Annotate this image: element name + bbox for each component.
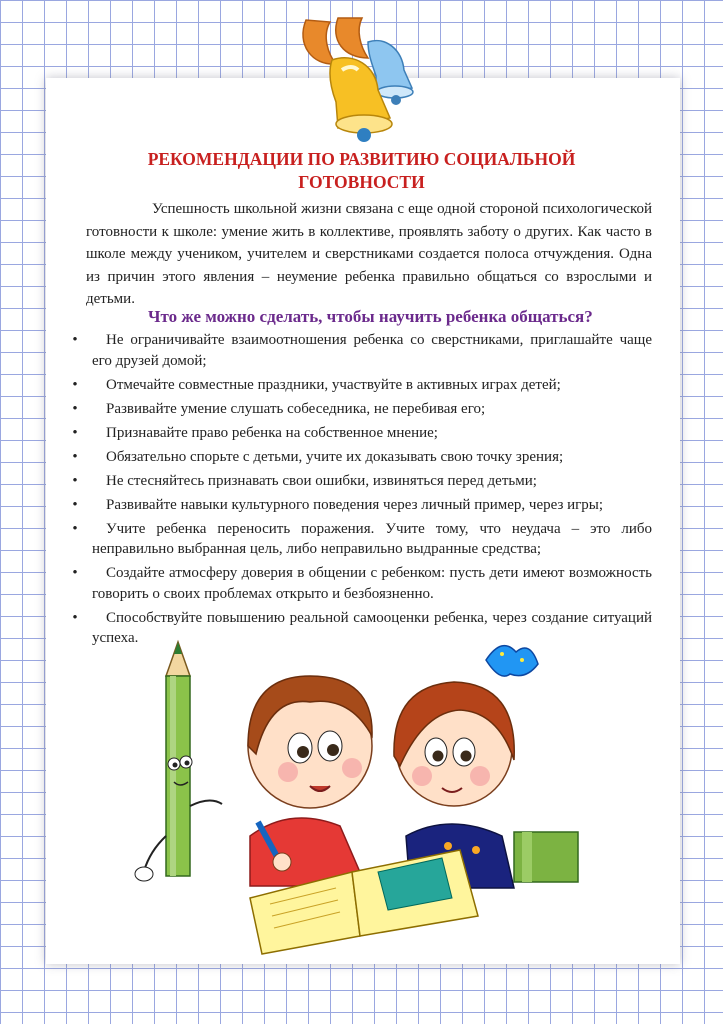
list-item [66, 447, 652, 468]
list-item [66, 563, 652, 604]
bullet-icon: • [72, 448, 78, 465]
bullet-icon: • [72, 609, 78, 626]
bullet-icon: • [72, 472, 78, 489]
bullet-icon: • [72, 424, 78, 441]
tip-text: Отмечайте совместные праздники, участвуйте в активных играх детей; [106, 376, 561, 393]
boy-character-icon [248, 676, 372, 886]
pencil-character-icon [135, 642, 222, 881]
tip-text: Создайте атмосферу доверия в общении с ребенком: пусть дети имеют возможность говорить о своих проблемах открыто и безбоязненно. [92, 565, 652, 602]
tip-text: Учите ребенка переносить поражения. Учите тому, что неудача – это либо неправильно выбранная цель, либо неправильно выдранные средства; [92, 520, 652, 557]
school-bells-icon [292, 14, 432, 144]
list-item [66, 399, 652, 420]
bullet-icon: • [72, 520, 78, 537]
title-line-2: ГОТОВНОСТИ [298, 172, 425, 192]
tip-text: Способствуйте повышению реальной самооценки ребенка, через создание ситуаций успеха. [92, 609, 652, 646]
bullet-icon: • [72, 496, 78, 513]
title-line-1: РЕКОМЕНДАЦИИ ПО РАЗВИТИЮ СОЦИАЛЬНОЙ [147, 149, 576, 169]
bullet-icon: • [72, 400, 78, 417]
bullet-icon: • [72, 376, 78, 393]
tip-text: Развивайте умение слушать собеседника, не перебивая его; [106, 400, 486, 417]
tip-text: Обязательно спорьте с детьми, учите их доказывать свою точку зрения; [106, 448, 564, 465]
list-item [66, 423, 652, 444]
children-reading-book-illustration [130, 636, 590, 956]
page-title [0, 148, 723, 194]
list-item [66, 519, 652, 560]
list-item [66, 471, 652, 492]
tip-text: Не стесняйтесь признавать свои ошибки, извиняться перед детьми; [106, 472, 537, 489]
section-question-heading: Что же можно сделать, чтобы научить ребенка общаться? [148, 307, 593, 326]
tip-text: Не ограничивайте взаимоотношения ребенка со сверстниками, приглашайте чаще его друзей домой; [92, 332, 652, 369]
bullet-icon: • [72, 332, 78, 348]
intro-paragraph: Успешность школьной жизни связана с еще одной стороной психологической готовности к школе: умение жить в коллективе, проявлять заботу о других. Как часто в школе между учеником, учителем и сверстниками создается полоса отчуждения. Одна из причин этого явления – неумение ребенка правильно общаться со взрослыми и детьми. [86, 201, 652, 307]
tip-text: Признавайте право ребенка на собственное мнение; [106, 424, 438, 441]
bullet-icon: • [72, 565, 78, 581]
tips-list [66, 330, 652, 652]
list-item [66, 330, 652, 371]
list-item [66, 495, 652, 516]
list-item [66, 375, 652, 396]
tip-text: Развивайте навыки культурного поведения через личный пример, через игры; [106, 496, 604, 513]
